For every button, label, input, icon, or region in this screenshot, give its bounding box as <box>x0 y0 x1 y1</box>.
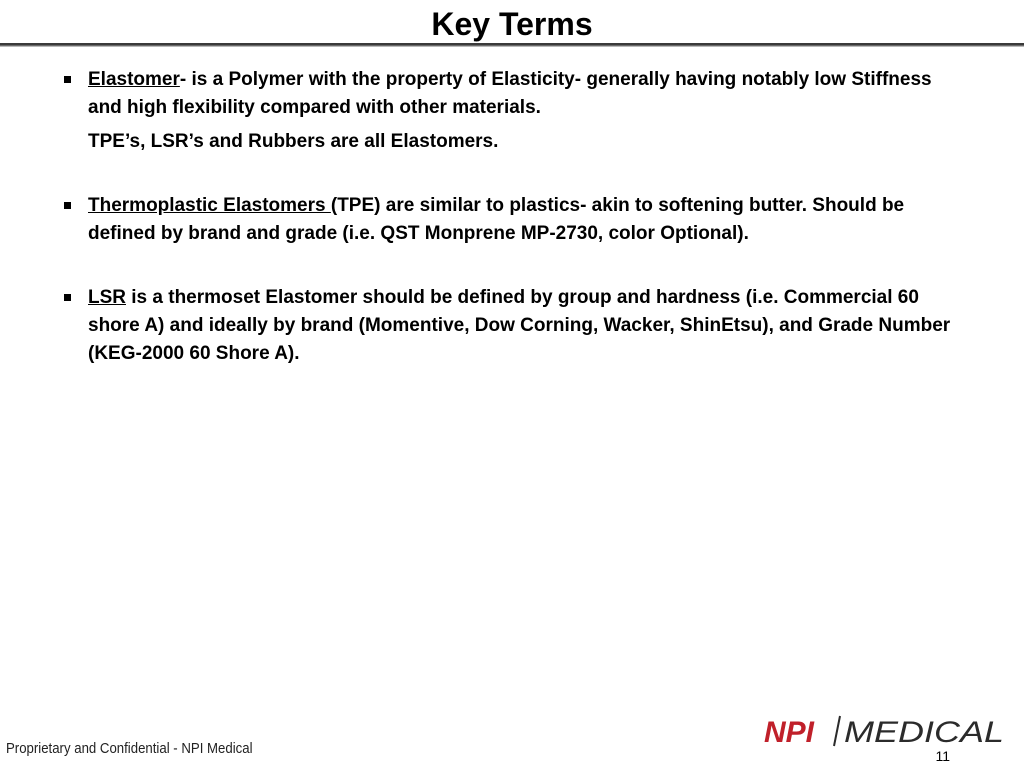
logo-npi-text: NPI <box>764 716 815 748</box>
npi-medical-logo <box>762 712 1010 748</box>
elastomer-note: TPE’s, LSR’s and Rubbers are all Elastomers. <box>88 131 499 152</box>
confidential-notice: Proprietary and Confidential - NPI Medical <box>6 740 253 757</box>
page-number: 11 <box>935 748 950 764</box>
bullet-text-lsr: is a thermoset Elastomer should be defined by group and hardness (i.e. Commercial 60 shore A) and ideally by brand (Momentive, Dow Corning, Wacker, ShinEtsu), and Grade Number (KEG-2000 60 Shore A). <box>88 287 951 364</box>
bullet-text-elastomer: - is a Polymer with the property of Elasticity- generally having notably low Stiffness and high flexibility compared with other materials. <box>88 69 932 118</box>
bullet-item-tpe <box>60 192 970 248</box>
square-bullet-icon <box>64 294 71 301</box>
logo-medical-text: MEDICAL <box>844 716 1004 748</box>
bullet-text-tpe: (TPE) are similar to plastics- akin to softening butter. Should be defined by brand and grade (i.e. QST Monprene MP-2730, color Optional). <box>88 195 905 244</box>
bullet-item-lsr <box>60 284 970 368</box>
bullet-item-elastomer <box>60 66 970 156</box>
bullet-list <box>60 66 970 368</box>
square-bullet-icon <box>64 76 71 83</box>
term-lsr: LSR <box>88 287 126 308</box>
term-tpe: Thermoplastic Elastomers <box>88 195 331 216</box>
slide-title: Key Terms <box>431 6 593 42</box>
term-elastomer: Elastomer <box>88 69 180 90</box>
square-bullet-icon <box>64 202 71 209</box>
logo-divider <box>834 716 840 746</box>
title-divider <box>0 43 1024 47</box>
